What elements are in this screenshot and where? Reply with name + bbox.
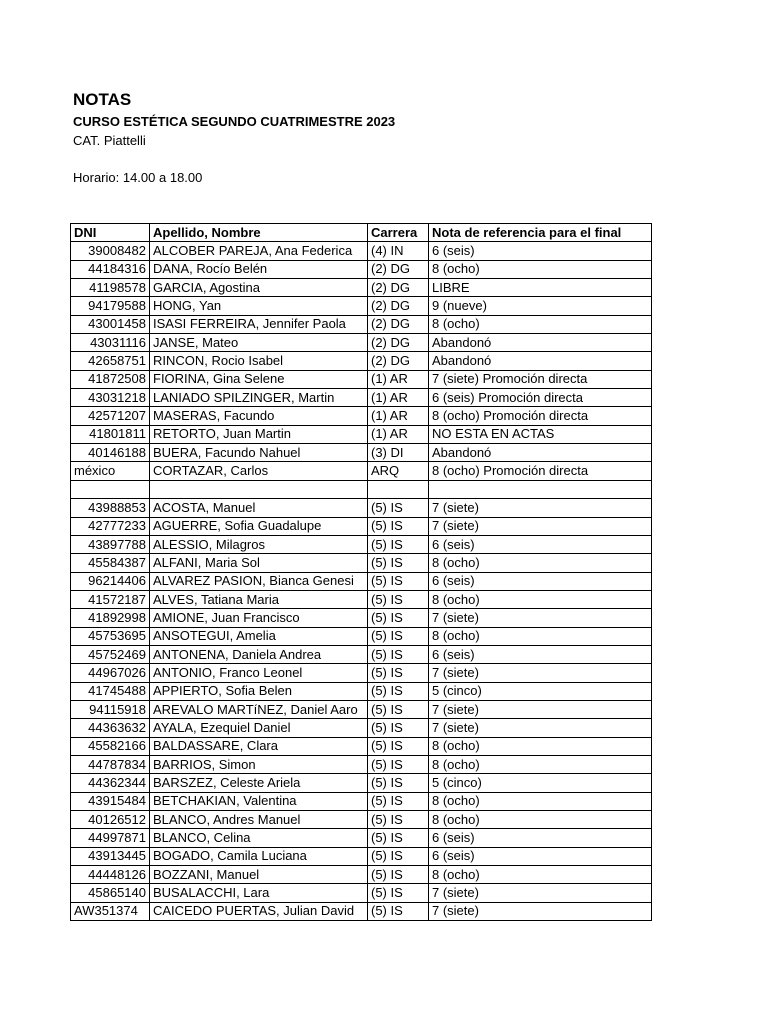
cell-nota: 8 (ocho): [429, 792, 652, 810]
cell-name: BOZZANI, Manuel: [150, 866, 368, 884]
cell-name: [150, 480, 368, 498]
cell-nota: 6 (seis) Promoción directa: [429, 389, 652, 407]
cell-name: AREVALO MARTíNEZ, Daniel Aaro: [150, 700, 368, 718]
table-row: [71, 554, 652, 572]
cell-nota: 5 (cinco): [429, 682, 652, 700]
cell-dni: 42571207: [71, 407, 150, 425]
cell-name: ANTONIO, Franco Leonel: [150, 664, 368, 682]
cell-dni: AW351374: [71, 902, 150, 920]
cell-carrera: (1) AR: [368, 389, 429, 407]
cell-name: ISASI FERREIRA, Jennifer Paola: [150, 315, 368, 333]
cell-carrera: (5) IS: [368, 554, 429, 572]
cell-dni: 40126512: [71, 811, 150, 829]
cell-nota: 8 (ocho): [429, 755, 652, 773]
cell-carrera: (2) DG: [368, 279, 429, 297]
cell-carrera: (5) IS: [368, 811, 429, 829]
cell-nota: 7 (siete): [429, 902, 652, 920]
table-row: [71, 279, 652, 297]
cell-dni: 41801811: [71, 425, 150, 443]
cell-nota: Abandonó: [429, 334, 652, 352]
cell-nota: 8 (ocho) Promoción directa: [429, 407, 652, 425]
table-row: [71, 407, 652, 425]
cell-dni: 43915484: [71, 792, 150, 810]
cell-dni: [71, 480, 150, 498]
cell-nota: 7 (siete): [429, 664, 652, 682]
cell-nota: 6 (seis): [429, 242, 652, 260]
cell-nota: 6 (seis): [429, 535, 652, 553]
cell-carrera: (5) IS: [368, 535, 429, 553]
table-row: [71, 260, 652, 278]
cell-name: ALVES, Tatiana Maria: [150, 590, 368, 608]
cell-name: JANSE, Mateo: [150, 334, 368, 352]
cell-dni: 44787834: [71, 755, 150, 773]
table-row: [71, 902, 652, 920]
cell-carrera: (5) IS: [368, 499, 429, 517]
cell-name: ANSOTEGUI, Amelia: [150, 627, 368, 645]
cell-dni: 45582166: [71, 737, 150, 755]
column-header-name: Apellido, Nombre: [150, 224, 368, 242]
cell-dni: 44363632: [71, 719, 150, 737]
cell-carrera: (5) IS: [368, 664, 429, 682]
cell-carrera: (5) IS: [368, 755, 429, 773]
table-row: [71, 645, 652, 663]
table-row: [71, 792, 652, 810]
cell-carrera: (5) IS: [368, 884, 429, 902]
table-row: [71, 700, 652, 718]
cell-dni: 39008482: [71, 242, 150, 260]
cell-nota: 8 (ocho): [429, 627, 652, 645]
cell-nota: 6 (seis): [429, 645, 652, 663]
cell-carrera: (5) IS: [368, 572, 429, 590]
cell-dni: 41892998: [71, 609, 150, 627]
cell-name: ANTONENA, Daniela Andrea: [150, 645, 368, 663]
table-row: [71, 590, 652, 608]
cell-name: ALFANI, Maria Sol: [150, 554, 368, 572]
schedule-text: Horario: 14.00 a 18.00: [73, 170, 203, 185]
cell-name: ALESSIO, Milagros: [150, 535, 368, 553]
cell-nota: 6 (seis): [429, 847, 652, 865]
cell-carrera: ARQ: [368, 462, 429, 480]
cell-dni: méxico: [71, 462, 150, 480]
cell-dni: 44362344: [71, 774, 150, 792]
cell-name: ALVAREZ PASION, Bianca Genesi: [150, 572, 368, 590]
cell-nota: 7 (siete): [429, 719, 652, 737]
cell-name: FIORINA, Gina Selene: [150, 370, 368, 388]
cell-name: CAICEDO PUERTAS, Julian David: [150, 902, 368, 920]
cell-nota: Abandonó: [429, 352, 652, 370]
cell-name: CORTAZAR, Carlos: [150, 462, 368, 480]
table-row: [71, 829, 652, 847]
cell-name: RETORTO, Juan Martin: [150, 425, 368, 443]
table-row: [71, 866, 652, 884]
table-row: [71, 425, 652, 443]
table-row: [71, 297, 652, 315]
cell-dni: 44448126: [71, 866, 150, 884]
table-row: [71, 389, 652, 407]
cell-dni: 43031218: [71, 389, 150, 407]
cell-carrera: (2) DG: [368, 315, 429, 333]
table-row: [71, 517, 652, 535]
table-row: [71, 352, 652, 370]
cell-name: BETCHAKIAN, Valentina: [150, 792, 368, 810]
cell-carrera: (5) IS: [368, 847, 429, 865]
cell-name: ALCOBER PAREJA, Ana Federica: [150, 242, 368, 260]
cell-name: RINCON, Rocio Isabel: [150, 352, 368, 370]
table-row: [71, 315, 652, 333]
table-row: [71, 444, 652, 462]
cell-nota: 8 (ocho): [429, 260, 652, 278]
cell-dni: 41198578: [71, 279, 150, 297]
cell-dni: 42658751: [71, 352, 150, 370]
table-row: [71, 462, 652, 480]
cell-carrera: (5) IS: [368, 609, 429, 627]
cell-dni: 41872508: [71, 370, 150, 388]
column-header-carrera: Carrera: [368, 224, 429, 242]
cell-nota: 8 (ocho): [429, 811, 652, 829]
cell-name: APPIERTO, Sofia Belen: [150, 682, 368, 700]
cell-carrera: (5) IS: [368, 682, 429, 700]
cell-dni: 43031116: [71, 334, 150, 352]
grades-table: [70, 223, 652, 921]
table-row: [71, 370, 652, 388]
cell-carrera: (1) AR: [368, 425, 429, 443]
table-header-row: [71, 224, 652, 242]
cell-name: AMIONE, Juan Francisco: [150, 609, 368, 627]
cell-name: BUSALACCHI, Lara: [150, 884, 368, 902]
cell-nota: 6 (seis): [429, 829, 652, 847]
course-name: CURSO ESTÉTICA SEGUNDO CUATRIMESTRE 2023: [73, 114, 396, 129]
cell-nota: 7 (siete): [429, 517, 652, 535]
cell-nota: Abandonó: [429, 444, 652, 462]
cell-dni: 45865140: [71, 884, 150, 902]
table-row: [71, 682, 652, 700]
cell-dni: 96214406: [71, 572, 150, 590]
cell-dni: 94115918: [71, 700, 150, 718]
cell-carrera: (5) IS: [368, 774, 429, 792]
cell-carrera: (5) IS: [368, 645, 429, 663]
cell-dni: 94179588: [71, 297, 150, 315]
table-row: [71, 572, 652, 590]
cell-nota: 8 (ocho): [429, 737, 652, 755]
cell-name: BOGADO, Camila Luciana: [150, 847, 368, 865]
cell-nota: 8 (ocho): [429, 866, 652, 884]
table-row: [71, 737, 652, 755]
cell-dni: 44967026: [71, 664, 150, 682]
cell-name: BARRIOS, Simon: [150, 755, 368, 773]
cell-carrera: (3) DI: [368, 444, 429, 462]
cell-nota: 9 (nueve): [429, 297, 652, 315]
cell-nota: NO ESTA EN ACTAS: [429, 425, 652, 443]
cell-nota: 7 (siete): [429, 499, 652, 517]
cell-carrera: (5) IS: [368, 737, 429, 755]
cell-carrera: (5) IS: [368, 517, 429, 535]
cell-name: GARCIA, Agostina: [150, 279, 368, 297]
cell-nota: 8 (ocho): [429, 590, 652, 608]
document-title: NOTAS: [73, 90, 132, 109]
teacher-name: CAT. Piattelli: [73, 133, 146, 148]
table-row: [71, 811, 652, 829]
table-row: [71, 774, 652, 792]
cell-dni: 43001458: [71, 315, 150, 333]
cell-nota: 6 (seis): [429, 572, 652, 590]
cell-dni: 45584387: [71, 554, 150, 572]
cell-name: ACOSTA, Manuel: [150, 499, 368, 517]
cell-carrera: (5) IS: [368, 829, 429, 847]
cell-name: AYALA, Ezequiel Daniel: [150, 719, 368, 737]
table-row: [71, 884, 652, 902]
cell-carrera: [368, 480, 429, 498]
table-row: [71, 242, 652, 260]
cell-name: MASERAS, Facundo: [150, 407, 368, 425]
cell-nota: 7 (siete): [429, 700, 652, 718]
cell-name: AGUERRE, Sofia Guadalupe: [150, 517, 368, 535]
column-header-nota: Nota de referencia para el final: [429, 224, 652, 242]
cell-dni: 43988853: [71, 499, 150, 517]
cell-carrera: (5) IS: [368, 866, 429, 884]
cell-dni: 43913445: [71, 847, 150, 865]
cell-carrera: (2) DG: [368, 260, 429, 278]
cell-name: BLANCO, Celina: [150, 829, 368, 847]
cell-dni: 44997871: [71, 829, 150, 847]
cell-dni: 41572187: [71, 590, 150, 608]
cell-nota: 8 (ocho) Promoción directa: [429, 462, 652, 480]
table-row: [71, 480, 652, 498]
cell-dni: 41745488: [71, 682, 150, 700]
cell-nota: 8 (ocho): [429, 554, 652, 572]
cell-name: DANA, Rocío Belén: [150, 260, 368, 278]
cell-carrera: (5) IS: [368, 590, 429, 608]
table-row: [71, 499, 652, 517]
cell-nota: [429, 480, 652, 498]
cell-dni: 42777233: [71, 517, 150, 535]
cell-dni: 45753695: [71, 627, 150, 645]
cell-name: BALDASSARE, Clara: [150, 737, 368, 755]
cell-carrera: (2) DG: [368, 334, 429, 352]
cell-carrera: (5) IS: [368, 700, 429, 718]
cell-nota: LIBRE: [429, 279, 652, 297]
cell-carrera: (5) IS: [368, 902, 429, 920]
cell-nota: 7 (siete) Promoción directa: [429, 370, 652, 388]
cell-carrera: (2) DG: [368, 352, 429, 370]
table-row: [71, 609, 652, 627]
cell-dni: 45752469: [71, 645, 150, 663]
cell-name: BLANCO, Andres Manuel: [150, 811, 368, 829]
table-row: [71, 847, 652, 865]
cell-name: BUERA, Facundo Nahuel: [150, 444, 368, 462]
cell-nota: 8 (ocho): [429, 315, 652, 333]
cell-name: LANIADO SPILZINGER, Martin: [150, 389, 368, 407]
grades-table-body: [71, 242, 652, 921]
cell-name: BARSZEZ, Celeste Ariela: [150, 774, 368, 792]
table-row: [71, 627, 652, 645]
table-row: [71, 664, 652, 682]
cell-carrera: (1) AR: [368, 370, 429, 388]
table-row: [71, 535, 652, 553]
cell-nota: 7 (siete): [429, 884, 652, 902]
cell-carrera: (4) IN: [368, 242, 429, 260]
cell-carrera: (5) IS: [368, 719, 429, 737]
cell-nota: 7 (siete): [429, 609, 652, 627]
cell-carrera: (5) IS: [368, 627, 429, 645]
table-row: [71, 755, 652, 773]
cell-dni: 40146188: [71, 444, 150, 462]
cell-name: HONG, Yan: [150, 297, 368, 315]
column-header-dni: DNI: [71, 224, 150, 242]
cell-nota: 5 (cinco): [429, 774, 652, 792]
cell-dni: 43897788: [71, 535, 150, 553]
table-row: [71, 719, 652, 737]
cell-carrera: (2) DG: [368, 297, 429, 315]
cell-carrera: (1) AR: [368, 407, 429, 425]
cell-dni: 44184316: [71, 260, 150, 278]
table-row: [71, 334, 652, 352]
cell-carrera: (5) IS: [368, 792, 429, 810]
